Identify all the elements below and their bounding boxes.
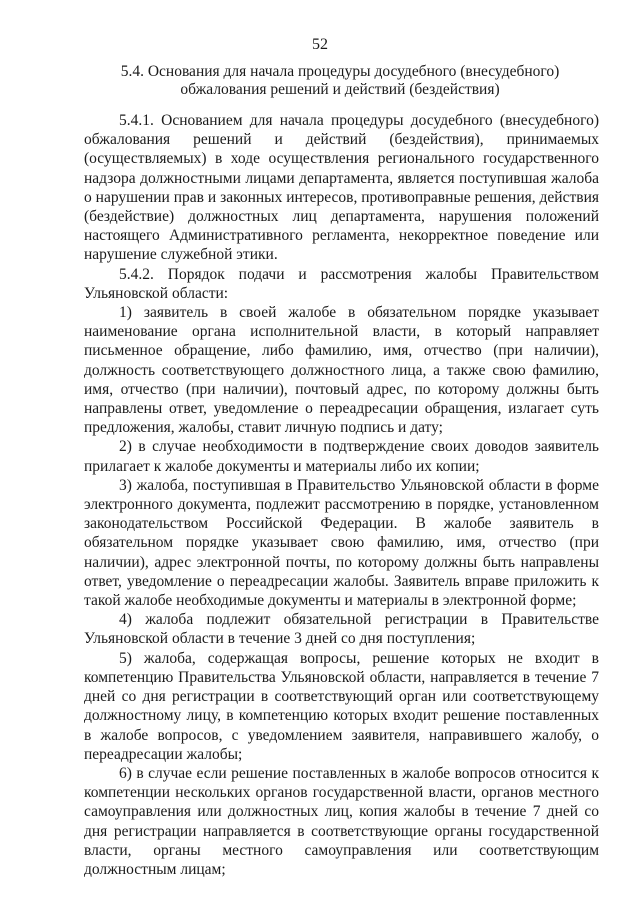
paragraph-5-4-1: 5.4.1. Основанием для начала процедуры досудебного (внесудебного) обжалования решений и действий (бездействия), принимаемых (осуществляемых) в ходе осуществления регионального государственного надзора должностными лицами департамента, является поступившая жалоба о нарушении прав и законных интересов, противоправные решения, действия (бездействие) должностных лиц департамента, нарушения положений настоящего Административного регламента, некорректное поведение или нарушение служебной этики. [84,112,599,264]
list-item-1: 1) заявитель в своей жалобе в обязательном порядке указывает наименование органа исполнительной власти, в который направляет письменное обращение, либо фамилию, имя, отчество (при наличии), должность соответствующего должностного лица, а также свою фамилию, имя, отчество (при наличии), почтовый адрес, по которому должны быть направлены ответ, уведомление о переадресации обращения, излагает суть предложения, жалобы, ставит личную подпись и дату; [84,304,599,437]
document-body [84,111,599,879]
list-item-2: 2) в случае необходимости в подтверждение своих доводов заявитель прилагает к жалобе документы и материалы либо их копии; [84,438,599,475]
list-item-3: 3) жалоба, поступившая в Правительство Ульяновской области в форме электронного документа, подлежит рассмотрению в порядке, установленном законодательством Российской Федерации. В жалобе заявитель в обязательном порядке указывает свою фамилию, имя, отчество (при наличии), адрес электронной почты, по которому должны быть направлены ответ, уведомление о переадресации жалобы. Заявитель вправе приложить к такой жалобе необходимые документы и материалы в электронной форме; [84,476,599,610]
section-heading-line-1: 5.4. Основания для начала процедуры досудебного (внесудебного) [120,63,560,80]
list-item-5: 5) жалоба, содержащая вопросы, решение которых не входит в компетенцию Правительства Ульяновской области, направляется в течение 7 дней со дня регистрации в соответствующий орган или соответствующему должностному лицу, в компетенцию которых входит решение поставленных в жалобе вопросов, с уведомлением заявителя, направившего жалобу, о переадресации жалобы; [84,649,599,763]
list-item-6: 6) в случае если решение поставленных в жалобе вопросов относится к компетенции нескольких органов государственной власти, органов местного самоуправления или должностных лиц, копия жалобы в течение 7 дней со дня регистрации направляется в соответствующие органы государственной власти, органы местного самоуправления или соответствующим должностным лицам; [84,764,599,878]
page-number: 52 [312,36,328,53]
section-heading-line-2: обжалования решений и действий (бездействия) [180,81,500,98]
paragraph-5-4-2: 5.4.2. Порядок подачи и рассмотрения жалобы Правительством Ульяновской области: [84,265,599,302]
list-item-4: 4) жалоба подлежит обязательной регистрации в Правительстве Ульяновской области в течение 3 дней со дня поступления; [84,611,599,648]
section-heading [80,63,600,99]
